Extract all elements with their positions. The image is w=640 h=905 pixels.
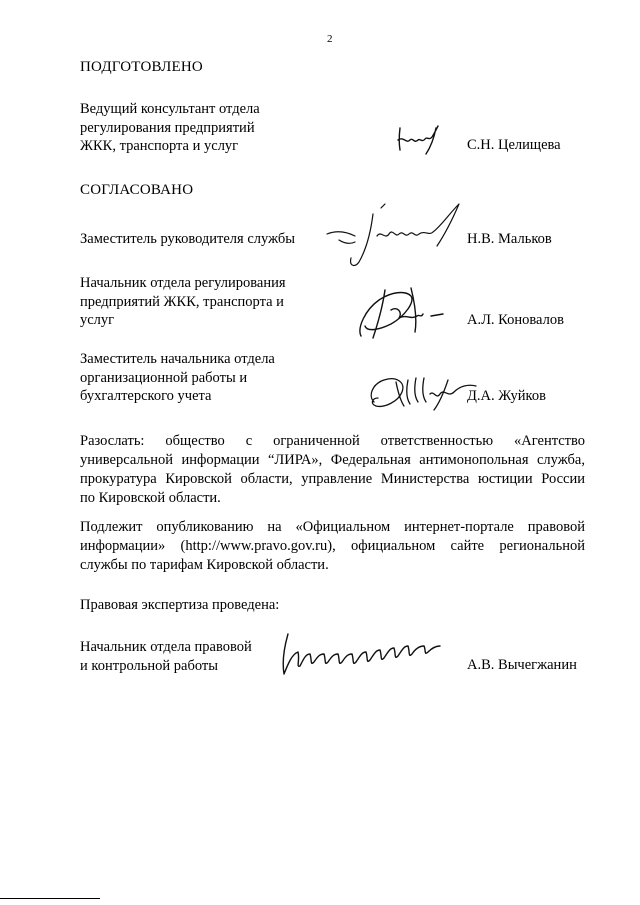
signer-position-konovalov <box>80 274 286 330</box>
position-line: Начальник отдела правовой <box>80 639 252 655</box>
signer-position-zhuykov <box>80 350 275 406</box>
position-line: Начальник отдела регулирования <box>80 275 286 291</box>
position-line: бухгалтерского учета <box>80 388 212 404</box>
position-line: предприятий ЖКК, транспорта и <box>80 293 284 310</box>
distribution-line: Разослать: общество с ограниченной ответственностью «Агентство <box>80 433 585 449</box>
prepared-heading: ПОДГОТОВЛЕНО <box>80 59 203 75</box>
signature-tselishcheva <box>396 122 442 156</box>
page-number: 2 <box>327 33 333 45</box>
distribution-line: универсальной информации “ЛИРА», Федеральная антимонопольная служба, <box>80 452 585 468</box>
signature-vychegzhanin <box>274 630 444 680</box>
signer-position-malkov: Заместитель руководителя службы <box>80 231 296 247</box>
legal-review-name: А.В. Вычегжанин <box>467 657 577 673</box>
prepared-position <box>80 100 260 156</box>
publication-paragraph <box>80 518 585 575</box>
position-line: и контрольной работы <box>80 657 218 674</box>
position-line: Заместитель начальника отдела <box>80 351 275 367</box>
agreed-heading: СОГЛАСОВАНО <box>80 182 194 198</box>
publication-line: службы по тарифам Кировской области. <box>80 557 329 573</box>
signer-name-konovalov: А.Л. Коновалов <box>467 312 564 328</box>
footer-rule <box>0 898 100 899</box>
distribution-paragraph <box>80 432 585 508</box>
publication-line: Подлежит опубликованию на «Официальном интернет-портале правовой <box>80 519 585 535</box>
legal-review-statement: Правовая экспертиза проведена: <box>80 597 280 613</box>
prepared-name: С.Н. Целищева <box>467 137 561 153</box>
signature-zhuykov <box>364 372 479 414</box>
distribution-line: по Кировской области. <box>80 490 221 506</box>
signature-konovalov <box>355 284 450 342</box>
signer-name-zhuykov: Д.А. Жуйков <box>467 388 546 404</box>
position-line: Ведущий консультант отдела <box>80 101 260 117</box>
position-line: услуг <box>80 312 115 328</box>
signer-name-malkov: Н.В. Мальков <box>467 231 552 247</box>
legal-review-position <box>80 638 252 675</box>
distribution-line: прокуратура Кировской области, управление Министерства юстиции России <box>80 471 585 487</box>
signature-malkov <box>325 200 465 272</box>
position-line: регулирования предприятий <box>80 119 255 136</box>
position-line: ЖКК, транспорта и услуг <box>80 138 239 154</box>
position-line: организационной работы и <box>80 369 248 386</box>
publication-line: информации» (http://www.pravo.gov.ru), официальном сайте региональной <box>80 538 585 554</box>
